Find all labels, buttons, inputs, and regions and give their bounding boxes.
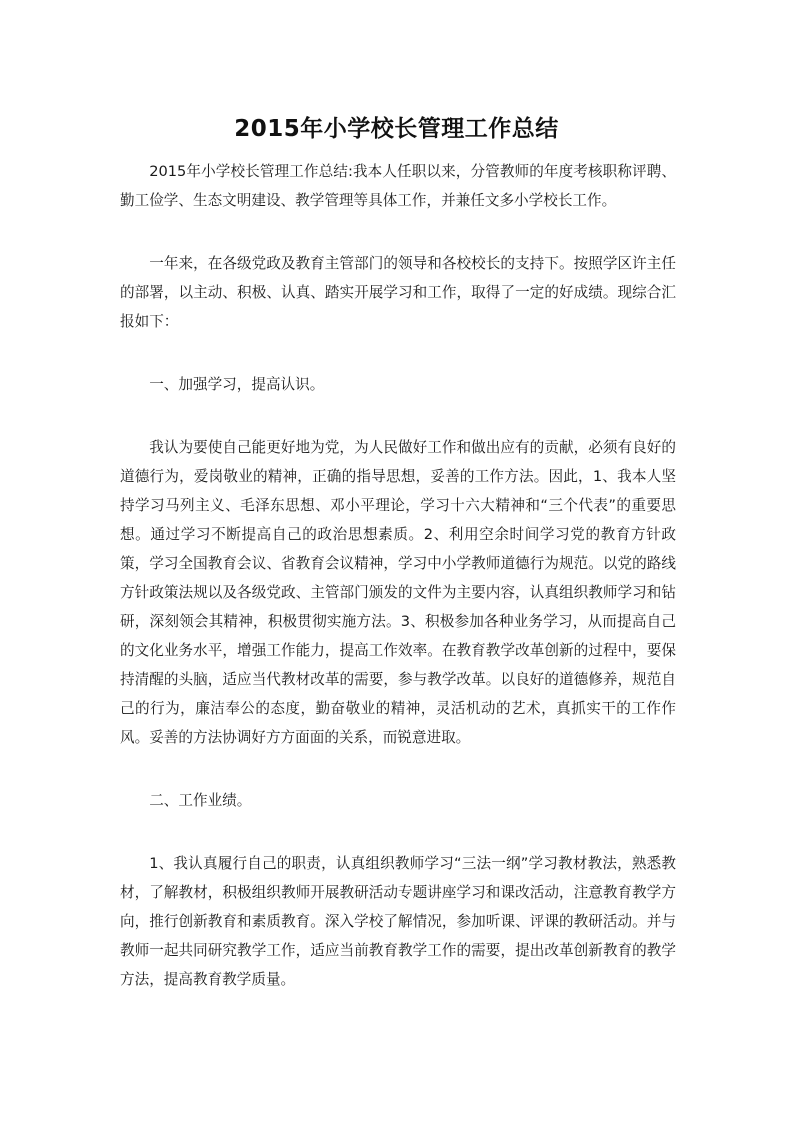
section-heading-achievements: 二、工作业绩。	[149, 792, 252, 809]
section-heading-study: 一、加强学习，提高认识。	[149, 376, 325, 393]
paragraph-intro: 2015年小学校长管理工作总结:我本人任职以来，分管教师的年度考核职称评聘、勤工俭学、生态文明建设、教学管理等具体工作，并兼任文多小学校长工作。	[120, 163, 676, 209]
paragraph-achievements: 1、我认真履行自己的职责，认真组织教师学习“三法一纲”学习教材教法，熟悉教材，了解教材，积极组织教师开展教研活动专题讲座学习和课改活动，注意教育教学方向，推行创新教育和素质教育。深入学校了解情况，参加听课、评课的教研活动。并与教师一起共同研究教学工作，适应当前教育教学工作的需要，提出改革创新教育的教学方法，提高教育教学质量。	[120, 855, 676, 988]
paragraph-study: 我认为要使自己能更好地为党，为人民做好工作和做出应有的贡献，必须有良好的道德行为，爱岗敬业的精神，正确的指导思想，妥善的工作方法。因此，1、我本人坚持学习马列主义、毛泽东思想、邓小平理论，学习十六大精神和“三个代表”的重要思想。通过学习不断提高自己的政治思想素质。2、利用空余时间学习党的教育方针政策，学习全国教育会议、省教育会议精神，学习中小学教师道德行为规范。以党的路线方针政策法规以及各级党政、主管部门颁发的文件为主要内容，认真组织教师学习和钻研，深刻领会其精神，积极贯彻实施方法。3、积极参加各种业务学习，从而提高自己的文化业务水平，增强工作能力，提高工作效率。在教育教学改革创新的过程中，要保持清醒的头脑，适应当代教材改革的需要，参与教学改革。以良好的道德修养，规范自己的行为，廉洁奉公的态度，勤奋敬业的精神，灵活机动的艺术，真抓实干的工作作风。妥善的方法协调好方方面面的关系，而锐意进取。	[120, 439, 676, 746]
document-body	[120, 157, 676, 994]
paragraph-overview: 一年来，在各级党政及教育主管部门的领导和各校校长的支持下。按照学区许主任的部署，以主动、积极、认真、踏实开展学习和工作，取得了一定的好成绩。现综合汇报如下：	[120, 255, 676, 330]
document-title: 2015年小学校长管理工作总结	[234, 116, 559, 142]
